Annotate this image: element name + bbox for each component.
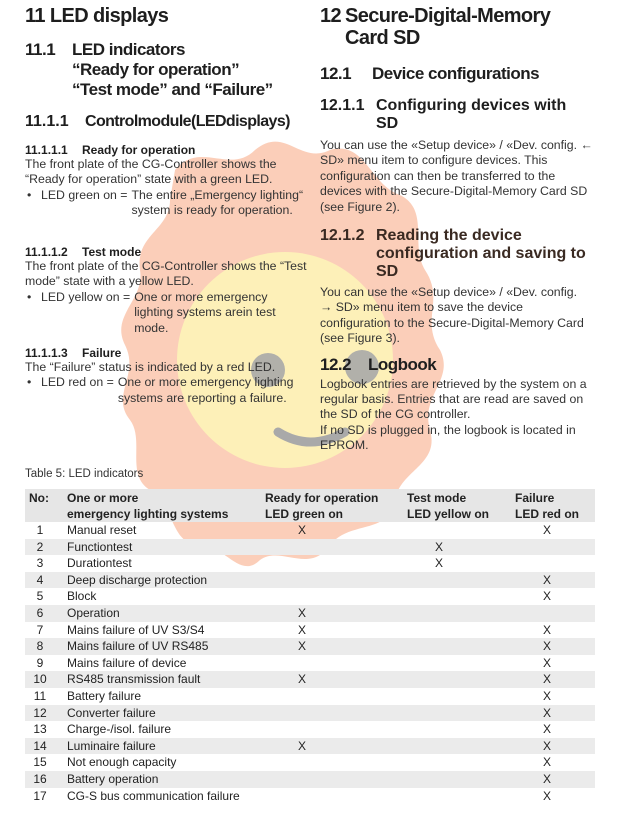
row-system: Converter failure <box>67 705 265 722</box>
table-row <box>25 738 595 755</box>
table-header-row <box>25 489 595 522</box>
row-system: CG-S bus communication failure <box>67 788 240 803</box>
bullet-key: LED green on = <box>41 187 128 202</box>
header-systems <box>67 489 265 522</box>
row-number: 8 <box>25 638 67 655</box>
paragraph-logbook: Logbook entries are retrieved by the system on a regular basis. Entries that are read are saved on the SD of the CG controller. <box>320 376 587 422</box>
table-row <box>25 622 595 639</box>
row-number: 13 <box>33 722 47 737</box>
table-row <box>25 705 595 722</box>
section-ready <box>25 143 307 219</box>
cell-green: X <box>265 605 407 622</box>
row-system: RS485 transmission fault <box>67 671 265 688</box>
row-number: 4 <box>25 572 67 589</box>
right-column <box>320 5 605 454</box>
cell-red: X <box>515 705 595 722</box>
heading-12: Secure-Digital-Memory Card SD <box>345 5 551 49</box>
heading-1212: Reading the device configuration and saving to SD <box>376 227 586 281</box>
cell-green: X <box>265 671 407 688</box>
cell-yellow <box>407 705 515 722</box>
section-number: 11.1.1.2 <box>25 245 68 259</box>
section-test-mode <box>25 245 307 336</box>
table-row <box>25 572 595 589</box>
heading-1111: Controlmodule(LEDdisplays) <box>85 113 290 130</box>
row-system: Durationtest <box>67 556 132 571</box>
row-system: Operation <box>67 605 265 622</box>
cell-red: X <box>543 523 552 537</box>
row-number: 15 <box>33 755 47 770</box>
table-row <box>25 539 595 556</box>
header-line: One or more <box>67 491 139 505</box>
cell-yellow <box>407 788 515 805</box>
cell-green <box>265 771 407 788</box>
row-system: Functiontest <box>67 539 265 556</box>
row-system: Charge-/isol. failure <box>67 722 172 737</box>
table-row <box>25 588 595 605</box>
table-row <box>25 721 595 738</box>
cell-green: X <box>298 622 307 637</box>
table-row <box>25 688 595 705</box>
cell-green <box>265 721 407 738</box>
table-row <box>25 754 595 771</box>
paragraph-configuring: You can use the «Setup device» / «Dev. config. ← SD» menu item to configure devices. This configuration can then be transferred to the devices with the Secure-Digital-Memory Card SD (see Figure 2). <box>320 138 593 214</box>
bullet-icon: • <box>27 187 32 202</box>
row-number: 16 <box>25 771 67 788</box>
table-row <box>25 671 595 688</box>
row-number: 10 <box>25 671 67 688</box>
heading-1211: Configuring devices with SD <box>376 97 567 132</box>
row-number: 14 <box>25 738 67 755</box>
heading-122: Logbook <box>368 354 437 374</box>
row-system: Luminaire failure <box>67 738 265 755</box>
bullet-key: LED red on = <box>41 375 114 390</box>
cell-red: X <box>515 738 595 755</box>
header-line: Failure <box>515 491 555 505</box>
table-row <box>25 605 595 622</box>
heading-1212-number: 12.1.2 <box>320 227 365 245</box>
heading-111-line: “Test mode” and “Failure” <box>72 80 273 99</box>
row-system: Block <box>67 589 97 604</box>
cell-yellow <box>407 638 515 655</box>
header-line: LED green on <box>265 507 344 521</box>
table-row <box>25 555 595 572</box>
cell-green: X <box>265 738 407 755</box>
cell-green <box>265 688 407 705</box>
table-row <box>25 788 595 805</box>
cell-green <box>265 588 407 605</box>
cell-green <box>265 555 407 572</box>
section-text: The “Failure” status is indicated by a red LED. <box>25 360 276 374</box>
cell-red <box>515 555 595 572</box>
cell-red: X <box>515 572 595 589</box>
cell-yellow <box>407 771 515 788</box>
row-system: Not enough capacity <box>67 755 177 770</box>
section-title: Failure <box>82 346 122 360</box>
header-line: Test mode <box>407 491 467 505</box>
cell-green <box>265 705 407 722</box>
heading-121-number: 12.1 <box>320 64 352 83</box>
cell-red: X <box>543 589 552 604</box>
bullet-icon: • <box>27 289 32 304</box>
row-number: 6 <box>25 605 67 622</box>
row-number: 3 <box>36 556 44 571</box>
table-row <box>25 771 595 788</box>
cell-yellow: X <box>407 539 515 556</box>
row-system: Manual reset <box>67 523 137 537</box>
cell-yellow <box>407 754 515 771</box>
row-number: 11 <box>33 688 47 703</box>
row-number: 12 <box>25 705 67 722</box>
table-row <box>25 522 595 539</box>
cell-yellow <box>407 688 515 705</box>
cell-red: X <box>543 688 552 703</box>
row-system: Mains failure of UV RS485 <box>67 638 265 655</box>
led-indicators-table <box>25 489 595 804</box>
bullet-key: LED yellow on = <box>41 289 131 304</box>
cell-yellow <box>407 721 515 738</box>
row-system: Mains failure of device <box>67 655 187 670</box>
section-text: The front plate of the CG-Controller shows the “Ready for operation” state with a green LED. <box>25 157 277 187</box>
row-number: 9 <box>36 655 44 670</box>
section-text: The front plate of the CG-Controller shows the “Test mode” state with a yellow LED. <box>25 259 307 289</box>
section-failure <box>25 346 307 406</box>
heading-111-number: 11.1 <box>25 40 56 59</box>
header-yellow <box>407 489 515 522</box>
heading-1211-number: 12.1.1 <box>320 97 365 114</box>
cell-yellow <box>407 588 515 605</box>
cell-red: X <box>543 788 552 803</box>
section-number: 11.1.1.1 <box>25 143 68 157</box>
cell-yellow <box>407 622 515 639</box>
header-line: Ready for operation <box>265 491 379 505</box>
bullet-icon: • <box>27 375 32 390</box>
cell-green: X <box>298 523 307 537</box>
cell-yellow: X <box>435 556 444 571</box>
cell-red: X <box>543 655 552 670</box>
row-system: Battery operation <box>67 771 265 788</box>
cell-green <box>265 754 407 771</box>
paragraph-logbook-eprom: If no SD is plugged in, the logbook is located in EPROM. <box>320 422 576 453</box>
heading-122-number: 12.2 <box>320 354 352 374</box>
cell-red <box>515 605 595 622</box>
cell-green <box>265 788 407 805</box>
header-line: emergency lighting systems <box>67 507 229 521</box>
section-number: 11.1.1.3 <box>25 346 68 360</box>
row-number: 2 <box>25 539 67 556</box>
row-system: Mains failure of UV S3/S4 <box>67 622 205 637</box>
heading-111-line: “Ready for operation” <box>72 60 240 79</box>
cell-red: X <box>543 622 552 637</box>
cell-red: X <box>543 722 552 737</box>
cell-yellow <box>407 605 515 622</box>
header-line: No: <box>29 491 49 505</box>
row-number: 5 <box>36 589 44 604</box>
cell-red <box>515 539 595 556</box>
bullet-value: The entire „Emergency lighting“ system is ready for operation. <box>131 187 304 218</box>
bullet-value: One or more emergency lighting systems are reporting a failure. <box>117 375 294 405</box>
cell-green: X <box>265 638 407 655</box>
heading-1111-number: 11.1.1 <box>25 113 69 130</box>
table-row <box>25 655 595 672</box>
header-red <box>515 489 595 522</box>
table-row <box>25 638 595 655</box>
section-title: Ready for operation <box>82 143 196 157</box>
cell-red: X <box>543 755 552 770</box>
heading-121: Device configurations <box>372 64 540 83</box>
header-no <box>25 489 67 522</box>
cell-green <box>265 655 407 672</box>
heading-11: 11 LED displays <box>25 5 169 27</box>
row-number: 1 <box>36 523 44 537</box>
cell-red: X <box>515 771 595 788</box>
cell-red: X <box>515 638 595 655</box>
cell-green <box>265 572 407 589</box>
row-system: Battery failure <box>67 688 142 703</box>
heading-12-number: 12 <box>320 5 342 27</box>
cell-yellow <box>407 572 515 589</box>
row-number: 17 <box>33 788 47 803</box>
header-line: LED yellow on <box>407 507 490 521</box>
cell-red: X <box>515 671 595 688</box>
heading-111-line: LED indicators <box>72 40 185 59</box>
row-system: Deep discharge protection <box>67 572 265 589</box>
cell-yellow <box>407 522 515 539</box>
header-green <box>265 489 407 522</box>
header-line: LED red on <box>515 507 580 521</box>
bullet-value: One or more emergency lighting systems arein test mode. <box>134 289 276 335</box>
row-number: 7 <box>36 622 44 637</box>
paragraph-reading: You can use the «Setup device» / «Dev. config. → SD» menu item to save the device configuration to the Secure-Digital-Memory Card (see Figure 3). <box>320 285 584 346</box>
table-caption: Table 5: LED indicators <box>25 468 144 480</box>
cell-green <box>265 539 407 556</box>
section-title: Test mode <box>82 245 142 259</box>
cell-yellow <box>407 671 515 688</box>
cell-yellow <box>407 655 515 672</box>
cell-yellow <box>407 738 515 755</box>
